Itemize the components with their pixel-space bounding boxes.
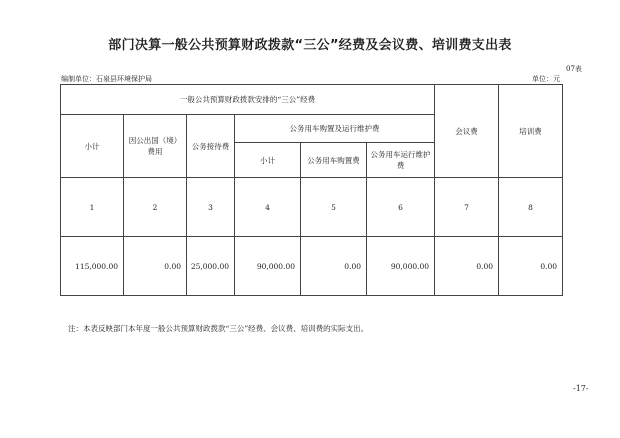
- index-cell: 2: [124, 178, 187, 237]
- page-number: -17-: [573, 384, 589, 393]
- header-three-public-expenses: 一般公共预算财政拨款安排的“三公”经费: [61, 85, 435, 115]
- header-reception-fee: 公务接待费: [187, 115, 235, 178]
- value-cell: 0.00: [499, 237, 563, 296]
- index-cell: 5: [301, 178, 367, 237]
- header-training-fee: 培训费: [499, 85, 563, 178]
- page-title: 部门决算一般公共预算财政拨款“三公”经费及会议费、培训费支出表: [108, 38, 512, 53]
- value-row: [61, 237, 563, 296]
- index-cell: 6: [367, 178, 435, 237]
- header-subtotal: 小计: [61, 115, 124, 178]
- index-cell: 4: [235, 178, 301, 237]
- header-meeting-fee: 会议费: [435, 85, 499, 178]
- index-cell: 1: [61, 178, 124, 237]
- index-cell: 7: [435, 178, 499, 237]
- value-cell: 25,000.00: [187, 237, 235, 296]
- value-cell: 0.00: [435, 237, 499, 296]
- table-number: 07表: [566, 65, 582, 73]
- value-cell: 115,000.00: [61, 237, 124, 296]
- value-cell: 0.00: [124, 237, 187, 296]
- value-cell: 90,000.00: [235, 237, 301, 296]
- header-abroad-fee: 因公出国（境）费用: [124, 115, 187, 178]
- index-row: [61, 178, 563, 237]
- header-vehicle-group: 公务用车购置及运行维护费: [235, 115, 435, 143]
- expenditure-table: [60, 84, 563, 296]
- header-vehicle-subtotal: 小计: [235, 143, 301, 178]
- reporting-unit: 编制单位：石泉县环境保护局: [61, 75, 152, 83]
- index-cell: 8: [499, 178, 563, 237]
- value-cell: 90,000.00: [367, 237, 435, 296]
- value-cell: 0.00: [301, 237, 367, 296]
- footnote: 注：本表反映部门本年度一般公共预算财政拨款“三公”经费、会议费、培训费的实际支出。: [68, 324, 369, 333]
- currency-unit: 单位：元: [532, 75, 560, 83]
- header-vehicle-purchase: 公务用车购置费: [301, 143, 367, 178]
- header-vehicle-operation: 公务用车运行维护费: [367, 143, 435, 178]
- index-cell: 3: [187, 178, 235, 237]
